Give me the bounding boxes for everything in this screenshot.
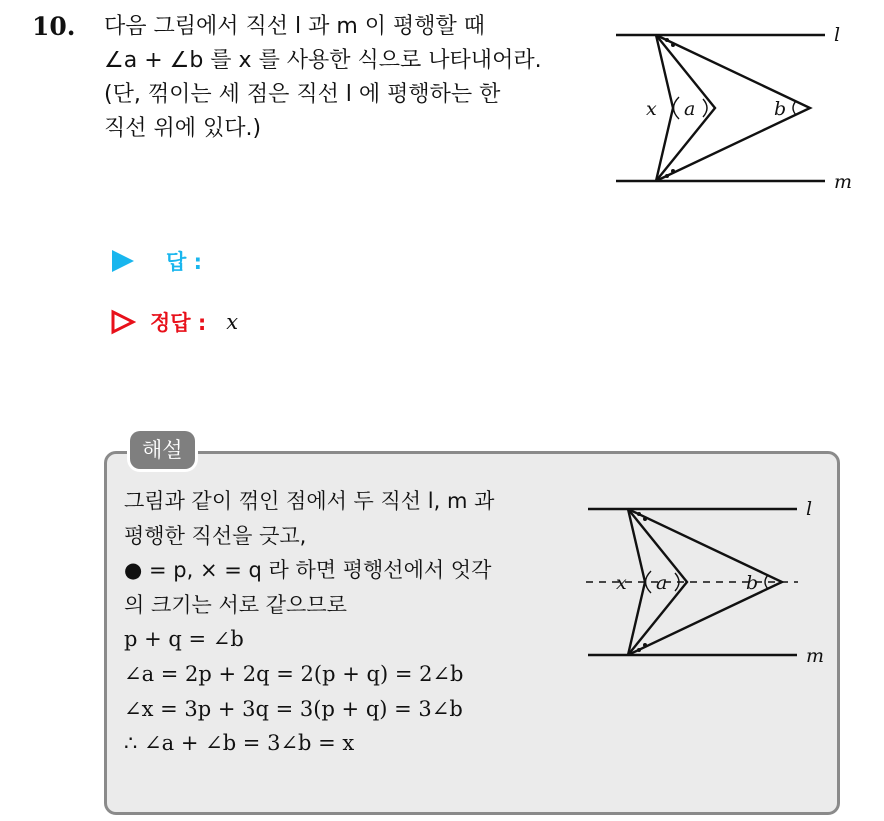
question-figure [612, 22, 862, 194]
angle-b-arc [793, 101, 796, 115]
solution-line: 그림과 같이 꺾인 점에서 두 직선 l, m 과 [124, 489, 495, 513]
correct-answer-value: x [226, 310, 239, 334]
label-a: a [656, 572, 668, 594]
question-line: ∠a + ∠b 를 x 를 사용한 식으로 나타내어라. [104, 48, 542, 73]
solution-figure [584, 496, 834, 668]
angle-a-arc [703, 99, 707, 117]
play-outline-icon [110, 309, 136, 335]
solution-line: ∠x = 3p + 3q = 3(p + q) = 3∠b [124, 696, 463, 721]
label-a: a [684, 98, 696, 120]
label-m: m [834, 171, 853, 193]
dot-mark [665, 174, 669, 178]
answer-label: 답 : [166, 250, 202, 274]
solution-text [124, 484, 584, 761]
angle-x-arc [646, 571, 652, 593]
label-m: m [806, 645, 825, 667]
answer-row [110, 246, 222, 276]
label-b: b [774, 98, 787, 120]
dot-mark [643, 517, 647, 521]
label-l: l [834, 24, 841, 46]
angle-x-arc [674, 97, 680, 119]
dot-mark [643, 643, 647, 647]
solution-line: ∴ ∠a + ∠b = 3∠b = x [124, 731, 355, 756]
correct-marker-shape [113, 312, 133, 332]
dot-mark [665, 38, 669, 42]
angle-b-arc [765, 575, 768, 589]
solution-line: 평행한 직선을 긋고, [124, 523, 307, 548]
solution-line: p + q = ∠b [124, 627, 244, 652]
answer-marker-shape [112, 250, 134, 272]
label-l: l [806, 498, 813, 520]
play-icon [110, 248, 136, 274]
question-line: 다음 그림에서 직선 l 과 m 이 평행할 때 [104, 14, 486, 39]
solution-line: ∠a = 2p + 2q = 2(p + q) = 2∠b [124, 661, 464, 686]
correct-answer-row [110, 307, 238, 337]
dot-mark [671, 169, 675, 173]
dot-mark [637, 512, 641, 516]
label-b: b [746, 572, 759, 594]
question-line: 직선 위에 있다.) [104, 116, 262, 141]
solution-tag: 해설 [130, 431, 195, 469]
label-x: x [616, 572, 627, 594]
question-line: (단, 꺾이는 세 점은 직선 l 에 평행하는 한 [104, 82, 501, 107]
solution-line: ● = p, × = q 라 하면 평행선에서 엇각 [124, 558, 492, 583]
question-text [104, 10, 594, 146]
question-number: 10. [32, 12, 76, 41]
bent-path-inner [656, 35, 810, 181]
dot-mark [637, 648, 641, 652]
solution-line: 의 크기는 서로 같으므로 [124, 592, 347, 617]
bent-path-outer [656, 35, 673, 181]
label-x: x [646, 98, 657, 120]
dot-mark [671, 43, 675, 47]
correct-answer-label: 정답 : [150, 311, 207, 335]
